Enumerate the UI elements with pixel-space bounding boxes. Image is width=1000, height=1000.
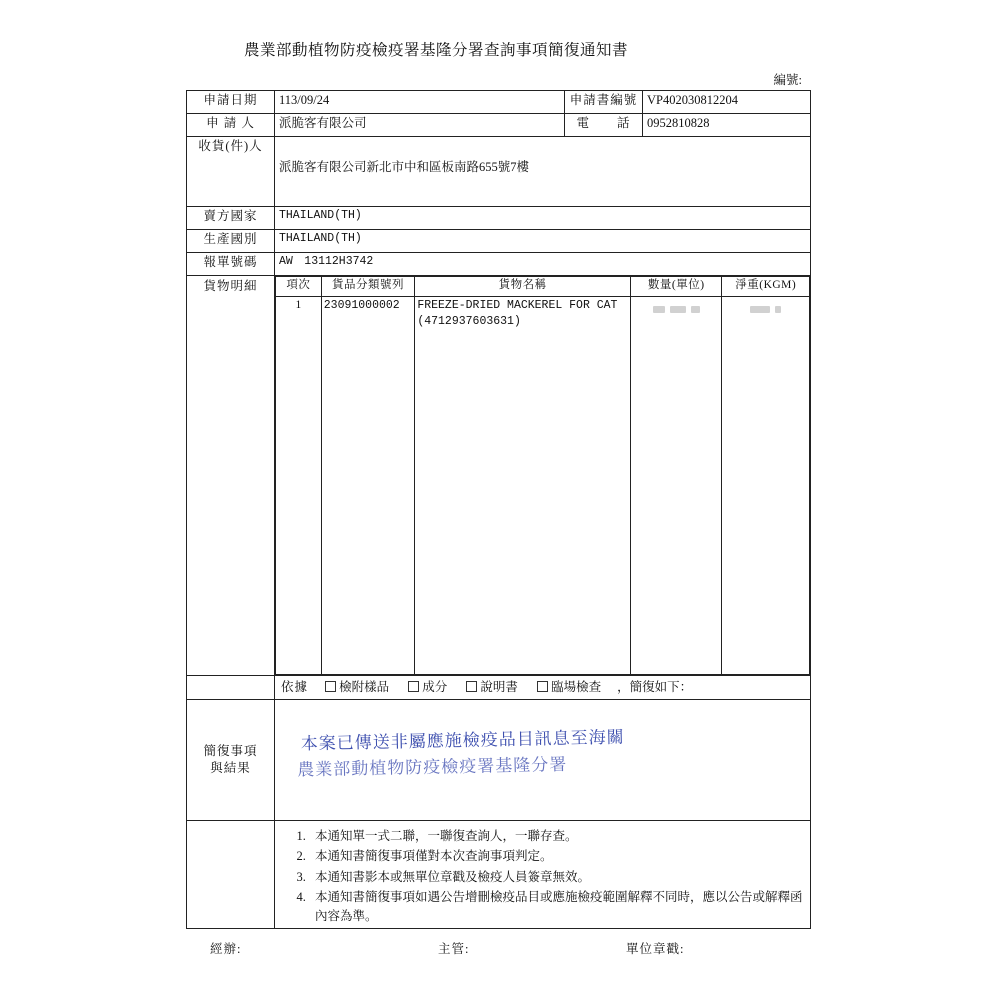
basis-option-ingredient[interactable] (408, 680, 447, 694)
goods-net-weight-redacted (724, 298, 807, 318)
basis-option-onsite[interactable] (537, 680, 601, 694)
basis-spacer (187, 676, 275, 700)
production-country-label: 生產國別 (187, 230, 275, 253)
redaction-bar (691, 306, 700, 313)
basis-line (275, 676, 810, 699)
redaction-bar (653, 306, 665, 313)
basis-option-sample-label: 檢附樣品 (339, 680, 390, 694)
stamp-line-2: 農業部動植物防疫檢疫署基隆分署 (297, 755, 568, 780)
applicant-label: 申 請 人 (187, 114, 275, 137)
phone-value: 0952810828 (643, 114, 811, 137)
apply-date-label: 申請日期 (187, 91, 275, 114)
basis-trailing-text: ，簡復如下： (617, 680, 693, 694)
goods-quantity (630, 297, 722, 675)
goods-detail-cell (275, 276, 811, 676)
checkbox-icon[interactable] (408, 681, 419, 692)
goods-header-hs-code: 貨品分類號列 (321, 277, 415, 297)
declaration-no-value: AW 13112H3742 (275, 253, 811, 276)
goods-header-net-weight: 淨重(KGM) (722, 277, 810, 297)
clerk-signature-label: 經辦: (210, 941, 242, 956)
table-row (187, 114, 811, 137)
consignee-label: 收貨(件)人 (187, 137, 275, 207)
notes-list (275, 827, 810, 927)
goods-detail-row (187, 276, 811, 676)
redaction-bar (670, 306, 686, 313)
basis-option-onsite-label: 臨場檢查 (551, 680, 602, 694)
basis-option-manual[interactable] (466, 680, 518, 694)
apply-no-value: VP402030812204 (643, 91, 811, 114)
notification-form (186, 34, 810, 956)
consignee-value: 派脆客有限公司新北市中和區板南路655號7樓 (275, 137, 811, 207)
production-country-value: THAILAND(TH) (275, 230, 811, 253)
applicant-value: 派脆客有限公司 (275, 114, 565, 137)
form-table (186, 90, 811, 929)
checkbox-icon[interactable] (466, 681, 477, 692)
stamp-line-1: 本案已傳送非屬應施檢疫品目訊息至海關 (300, 727, 625, 754)
phone-label: 電 話 (565, 114, 643, 137)
table-row (187, 253, 811, 276)
basis-option-ingredient-label: 成分 (422, 680, 448, 694)
basis-option-manual-label: 說明書 (480, 680, 518, 694)
table-row (187, 230, 811, 253)
number-row (186, 68, 810, 90)
signature-footer (186, 939, 810, 969)
list-item: 2. 本通知書簡復事項僅對本次查詢事項判定。 (309, 847, 810, 866)
declaration-no-label: 報單號碼 (187, 253, 275, 276)
goods-name-line2: (4712937603631) (417, 314, 521, 328)
table-row (276, 297, 810, 675)
page-title: 農業部動植物防疫檢疫署基隆分署查詢事項簡復通知書 (244, 42, 629, 59)
approval-stamp (297, 724, 625, 783)
result-label-line2: 與結果 (210, 760, 251, 775)
table-row (187, 207, 811, 230)
seller-country-value: THAILAND(TH) (275, 207, 811, 230)
document-number-label: 編號: (773, 73, 802, 87)
result-label (187, 699, 275, 820)
goods-header-row (276, 277, 810, 297)
goods-quantity-redacted (633, 298, 720, 318)
goods-header-item-no: 項次 (276, 277, 322, 297)
basis-cell (275, 676, 811, 700)
list-item: 4. 本通知書簡復事項如遇公告增刪檢疫品目或應施檢疫範圍解釋不同時，應以公告或解釋函內容為準。 (309, 888, 810, 927)
notes-spacer (187, 820, 275, 928)
basis-label: 依據 (281, 680, 309, 694)
supervisor-signature-label: 主管: (438, 941, 470, 956)
basis-row (187, 676, 811, 700)
goods-name (415, 297, 631, 675)
result-content (275, 699, 811, 820)
goods-name-line1: FREEZE-DRIED MACKEREL FOR CAT (417, 299, 618, 312)
notes-cell (275, 820, 811, 928)
notes-row (187, 820, 811, 928)
goods-item-no: 1 (276, 297, 322, 675)
apply-date-value: 113/09/24 (275, 91, 565, 114)
checkbox-icon[interactable] (325, 681, 336, 692)
basis-option-sample[interactable] (325, 680, 389, 694)
goods-hs-code: 23091000002 (321, 297, 415, 675)
goods-header-quantity: 數量(單位) (630, 277, 722, 297)
list-item: 3. 本通知書影本或無單位章戳及檢疫人員簽章無效。 (309, 868, 810, 887)
list-item: 1. 本通知單一式二聯，一聯復查詢人，一聯存查。 (309, 827, 810, 846)
result-row (187, 699, 811, 820)
redaction-bar (750, 306, 770, 313)
result-label-line1: 簡復事項 (203, 744, 258, 758)
title-row (186, 34, 810, 68)
goods-detail-label: 貨物明細 (187, 276, 275, 676)
goods-table (275, 276, 810, 675)
redaction-bar (775, 306, 781, 313)
apply-no-label: 申請書編號 (565, 91, 643, 114)
goods-header-goods-name: 貨物名稱 (415, 277, 631, 297)
seller-country-label: 賣方國家 (187, 207, 275, 230)
checkbox-icon[interactable] (537, 681, 548, 692)
goods-net-weight (722, 297, 810, 675)
table-row (187, 137, 811, 207)
unit-stamp-label: 單位章戳: (626, 941, 685, 956)
table-row (187, 91, 811, 114)
